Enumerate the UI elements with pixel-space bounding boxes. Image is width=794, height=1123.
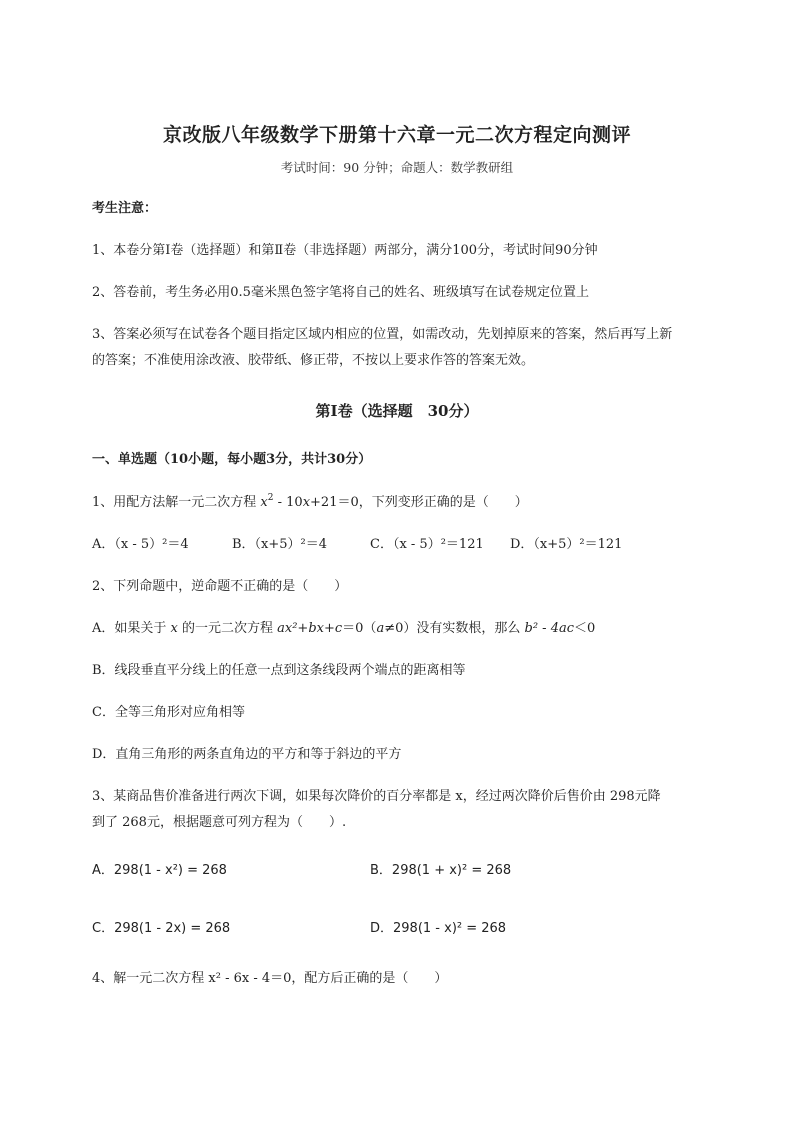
question-2-option-c[interactable]: C．全等三角形对应角相等 — [92, 705, 245, 720]
question-1-stem: 1、用配方法解一元二次方程 $x^2 - 10x+21=0$，下列变形正确的是（ ） — [92, 493, 528, 510]
question-3-stem-line-1: 3、某商品售价准备进行两次下调，如果每次降价的百分率都是 x，经过两次降价后售价由 298元降 — [92, 789, 661, 804]
question-3-option-d[interactable]: D．298(1 - x)² = 268 — [370, 921, 507, 936]
question-2-stem: 2、下列命题中，逆命题不正确的是（ ） — [92, 579, 348, 594]
page-title: 京改版八年级数学下册第十六章一元二次方程定向测评 — [162, 124, 631, 146]
part-heading: 一、单选题（10小题，每小题3分，共计30分） — [92, 452, 372, 467]
notice-item-3-cont: 的答案；不准使用涂改液、胶带纸、修正带，不按以上要求作答的答案无效。 — [92, 353, 535, 368]
question-2-option-d[interactable]: D．直角三角形的两条直角边的平方和等于斜边的平方 — [92, 747, 402, 762]
question-1-option-a[interactable]: A．（x - 5）²＝4 — [92, 537, 189, 552]
question-1-option-c[interactable]: C．（x - 5）²＝121 — [370, 537, 484, 552]
notice-item-2: 2、答卷前，考生务必用0.5毫米黑色签字笔将自己的姓名、班级填写在试卷规定位置上 — [92, 285, 589, 300]
question-3-option-b[interactable]: B．298(1 + x)² = 268 — [370, 863, 512, 878]
question-3-option-a[interactable]: A．298(1 - x²) = 268 — [92, 863, 227, 878]
section-title: 第Ⅰ卷（选择题 30分） — [315, 402, 479, 420]
question-1-option-d[interactable]: D．（x+5）²＝121 — [510, 537, 623, 552]
question-2-option-b[interactable]: B．线段垂直平分线上的任意一点到这条线段两个端点的距离相等 — [92, 663, 466, 678]
question-2-option-a[interactable]: A．如果关于 x 的一元二次方程 ax²+bx+c＝0（a≠0）没有实数根，那么 b² - 4ac＜0 — [92, 621, 596, 636]
question-3-stem-line-2: 到了 268元，根据题意可列方程为（ ）. — [92, 815, 347, 830]
question-4-stem: 4、解一元二次方程 x² - 6x - 4＝0，配方后正确的是（ ） — [92, 971, 448, 986]
notice-heading: 考生注意： — [92, 201, 158, 216]
notice-item-3: 3、答案必须写在试卷各个题目指定区域内相应的位置，如需改动，先划掉原来的答案，然后再写上新 — [92, 327, 673, 342]
question-1-option-b[interactable]: B．（x+5）²＝4 — [232, 537, 328, 552]
notice-item-1: 1、本卷分第Ⅰ卷（选择题）和第Ⅱ卷（非选择题）两部分，满分100分，考试时间90分钟 — [92, 243, 598, 258]
page-subtitle: 考试时间：90 分钟；命题人：数学教研组 — [280, 160, 514, 175]
question-3-option-c[interactable]: C．298(1 - 2x) = 268 — [92, 921, 231, 936]
